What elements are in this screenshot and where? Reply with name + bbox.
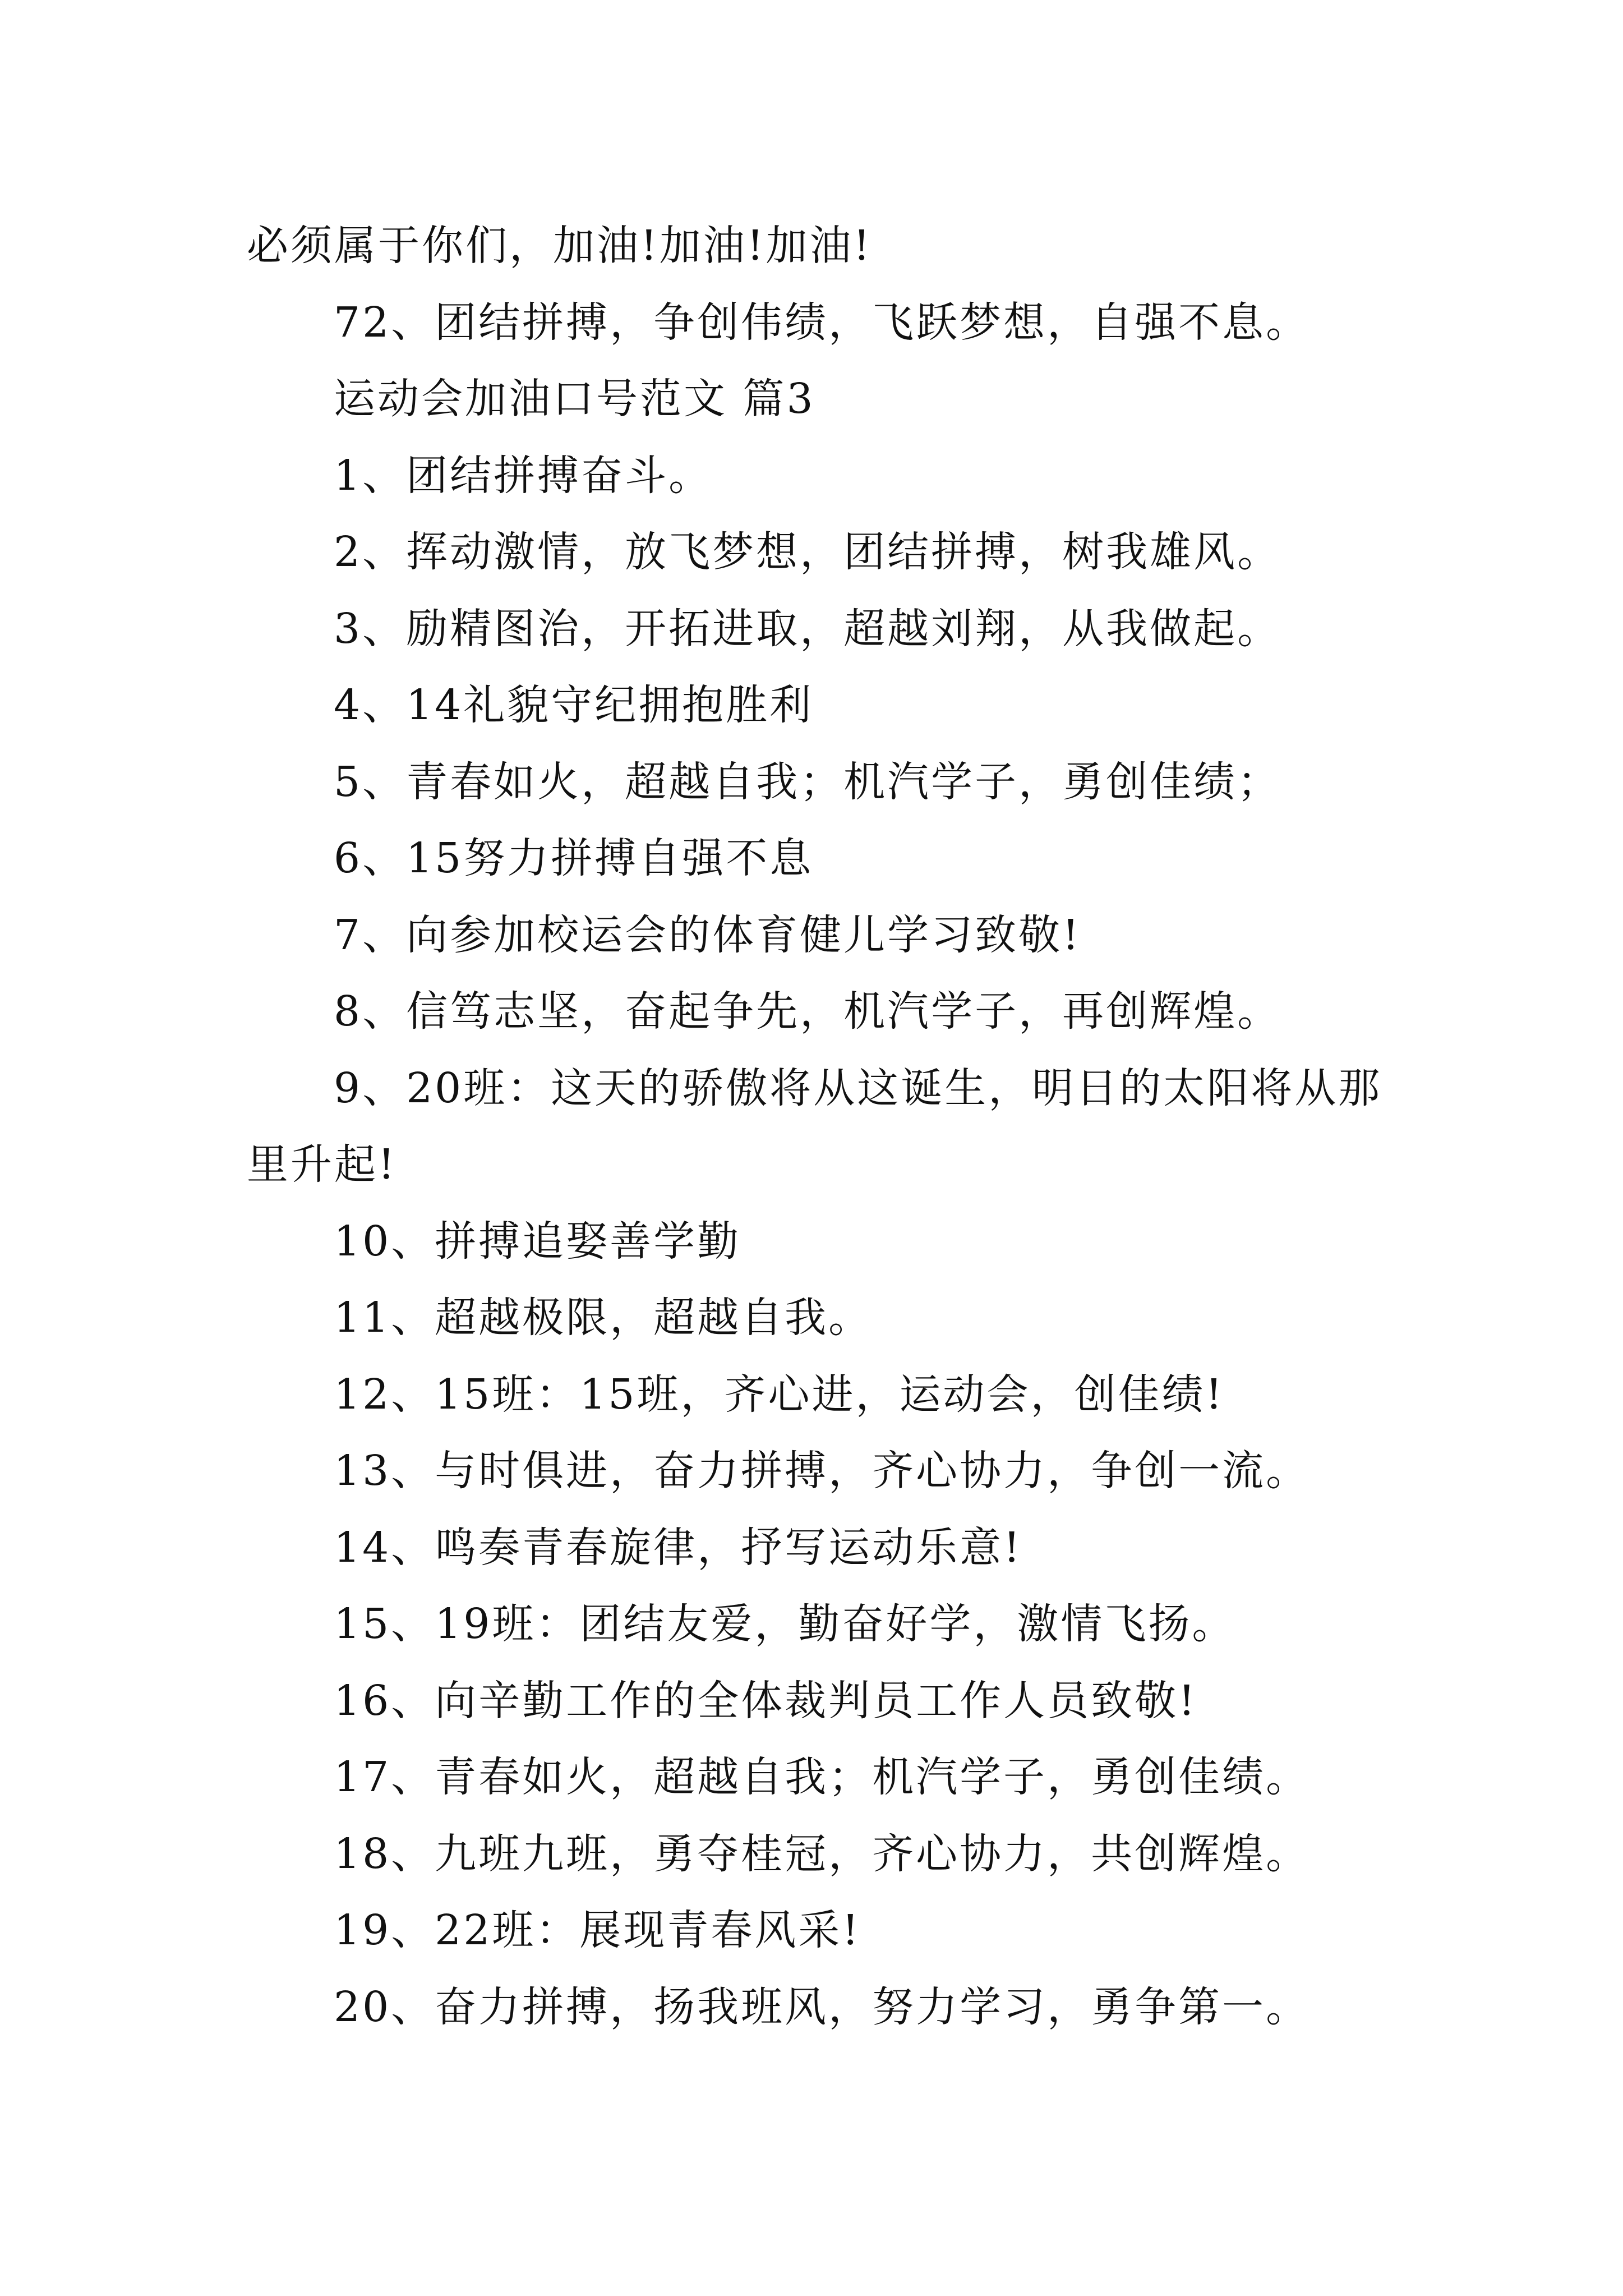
slogan-item: 16、向辛勤工作的全体裁判员工作人员致敬!: [334, 1676, 1197, 1725]
slogan-item: 15、19班：团结友爱，勤奋好学，激情飞扬。: [334, 1600, 1236, 1648]
slogan-item: 8、信笃志坚，奋起争先，机汽学子，再创辉煌。: [334, 987, 1281, 1036]
slogan-item: 18、九班九班，勇夺桂冠，齐心协力，共创辉煌。: [334, 1829, 1310, 1878]
slogan-item: 13、与时俱进，奋力拼搏，齐心协力，争创一流。: [334, 1447, 1310, 1495]
slogan-item: 5、青春如火，超越自我；机汽学子，勇创佳绩；: [334, 757, 1281, 806]
slogan-item: 17、青春如火，超越自我；机汽学子，勇创佳绩。: [334, 1753, 1310, 1801]
slogan-item: 9、20班：这天的骄傲将从这诞生，明日的太阳将从那: [334, 1064, 1382, 1112]
slogan-item: 10、拼搏追娶善学勤: [334, 1217, 741, 1266]
slogan-item: 20、奋力拼搏，扬我班风，努力学习，勇争第一。: [334, 1982, 1310, 2031]
slogan-item: 6、15努力拼搏自强不息: [334, 834, 814, 882]
section-heading: 运动会加油口号范文 篇3: [334, 375, 815, 423]
slogan-item: 11、超越极限，超越自我。: [334, 1294, 873, 1342]
slogan-item: 1、团结拼搏奋斗。: [334, 451, 713, 500]
paragraph-line: 必须属于你们，加油!加油!加油!: [247, 222, 873, 270]
slogan-item: 19、22班：展现青春风采!: [334, 1906, 861, 1954]
slogan-item: 14、鸣奏青春旋律，抒写运动乐意!: [334, 1523, 1022, 1572]
slogan-item: 3、励精图治，开拓进取，超越刘翔，从我做起。: [334, 604, 1281, 653]
slogan-item: 2、挥动激情，放飞梦想，团结拼搏，树我雄风。: [334, 528, 1281, 576]
slogan-item: 4、14礼貌守纪拥抱胜利: [334, 681, 814, 729]
slogan-item: 7、向参加校运会的体育健儿学习致敬!: [334, 910, 1081, 959]
slogan-item: 12、15班：15班，齐心进，运动会，创佳绩!: [334, 1370, 1225, 1419]
paragraph-line: 72、团结拼搏，争创伟绩，飞跃梦想，自强不息。: [334, 298, 1310, 347]
slogan-item-continuation: 里升起!: [247, 1140, 397, 1189]
document-body: [247, 208, 1391, 2045]
